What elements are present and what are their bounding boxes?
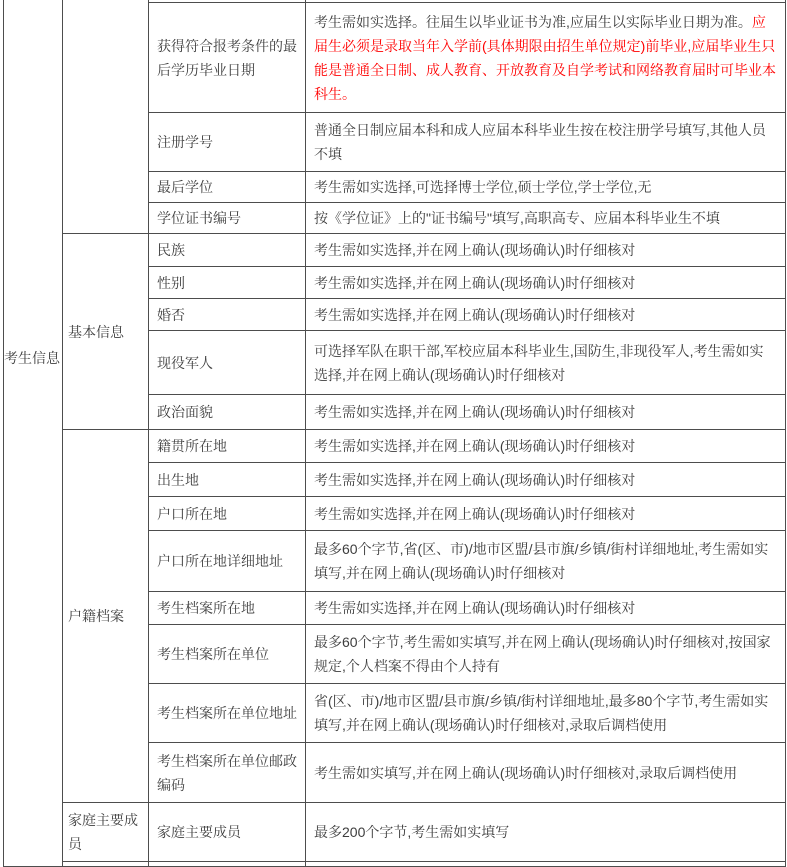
field-name-cell: 户口所在地详细地址: [149, 531, 306, 592]
section-cell-household-file: 户籍档案: [63, 430, 149, 803]
section-cell-top-cropped: [63, 0, 149, 234]
field-desc-cell: 考生需如实选择,并在网上确认(现场确认)时仔细核对: [306, 497, 786, 531]
field-name-cell: 注册学号: [149, 113, 306, 172]
group-cell-candidate-info: [4, 0, 63, 867]
field-name-cell: 最后学位: [149, 172, 306, 203]
candidate-info-table: [3, 0, 786, 867]
field-name-cell: 性别: [149, 267, 306, 299]
field-desc-cell: 考生需如实选择,并在网上确认(现场确认)时仔细核对: [306, 430, 786, 463]
section-cell-bottom-cropped: [63, 862, 149, 867]
field-name-cell: 政治面貌: [149, 395, 306, 430]
field-desc-cell: [306, 3, 786, 113]
field-desc-cell: 按《学位证》上的"证书编号"填写,高职高专、应届本科毕业生不填: [306, 203, 786, 234]
desc-text: 考生需如实选择。往届生以毕业证书为准,应届生以实际毕业日期为准。: [314, 13, 752, 30]
field-name-cell: 籍贯所在地: [149, 430, 306, 463]
field-desc-cell: 省(区、市)/地市区盟/县市旗/乡镇/街村详细地址,最多80个字节,考生需如实填写,并在网上确认(现场确认)时仔细核对,录取后调档使用: [306, 684, 786, 743]
desc-text-red: 应届生必须是录取当年入学前(具体期限由招生单位规定)前毕业,应届毕业生只能是普通全日制、成人教育、开放教育及自学考试和网络教育届时可毕业本科生。: [314, 13, 776, 102]
field-name-cell: 户口所在地: [149, 497, 306, 531]
field-name-cell: 考生档案所在单位: [149, 625, 306, 684]
field-desc-cell: 考生需如实选择,并在网上确认(现场确认)时仔细核对: [306, 267, 786, 299]
field-desc-cell: 最多200个字节,考生需如实填写: [306, 803, 786, 862]
field-name-cell: 考生档案所在单位地址: [149, 684, 306, 743]
field-desc-cell: 可选择军队在职干部,军校应届本科毕业生,国防生,非现役军人,考生需如实选择,并在网上确认(现场确认)时仔细核对: [306, 331, 786, 395]
field-desc-cell: 考生需如实填写,并在网上确认(现场确认)时仔细核对,录取后调档使用: [306, 743, 786, 803]
table-row: [4, 430, 786, 463]
section-cell-basic-info: 基本信息: [63, 234, 149, 430]
table-row: [4, 803, 786, 862]
field-name-cell: 考生档案所在地: [149, 592, 306, 625]
field-name-cell: 出生地: [149, 463, 306, 497]
field-desc-cell: 最多60个字节,考生需如实填写,并在网上确认(现场确认)时仔细核对,按国家规定,个人档案不得由个人持有: [306, 625, 786, 684]
field-desc-cell: 普通全日制应届本科和成人应届本科毕业生按在校注册学号填写,其他人员不填: [306, 113, 786, 172]
field-desc-cell: 考生需如实选择,可选择博士学位,硕士学位,学士学位,无: [306, 172, 786, 203]
field-desc-cell: 考生需如实选择,并在网上确认(现场确认)时仔细核对: [306, 463, 786, 497]
field-name-cell: 家庭主要成员: [149, 803, 306, 862]
table-row: [4, 234, 786, 267]
field-desc-cell: 考生需如实选择,并在网上确认(现场确认)时仔细核对: [306, 299, 786, 331]
field-name-cell: [149, 862, 306, 867]
field-name-cell: 获得符合报考条件的最后学历毕业日期: [149, 3, 306, 113]
field-desc-cell: 考生需如实选择,并在网上确认(现场确认)时仔细核对: [306, 234, 786, 267]
field-desc-cell: 考生需如实选择,并在网上确认(现场确认)时仔细核对: [306, 592, 786, 625]
group-label: 考生信息: [4, 350, 60, 366]
field-desc-cell: 最多60个字节,省(区、市)/地市区盟/县市旗/乡镇/街村详细地址,考生需如实填写,并在网上确认(现场确认)时仔细核对: [306, 531, 786, 592]
field-name-cell: 学位证书编号: [149, 203, 306, 234]
section-cell-family-members: 家庭主要成员: [63, 803, 149, 862]
field-desc-cell: 考生需如实选择,并在网上确认(现场确认)时仔细核对: [306, 395, 786, 430]
table-row: [4, 862, 786, 867]
field-desc-cell: [306, 862, 786, 867]
field-name-cell: 考生档案所在单位邮政编码: [149, 743, 306, 803]
field-name-cell: 婚否: [149, 299, 306, 331]
field-name-cell: 民族: [149, 234, 306, 267]
field-name-cell: 现役军人: [149, 331, 306, 395]
